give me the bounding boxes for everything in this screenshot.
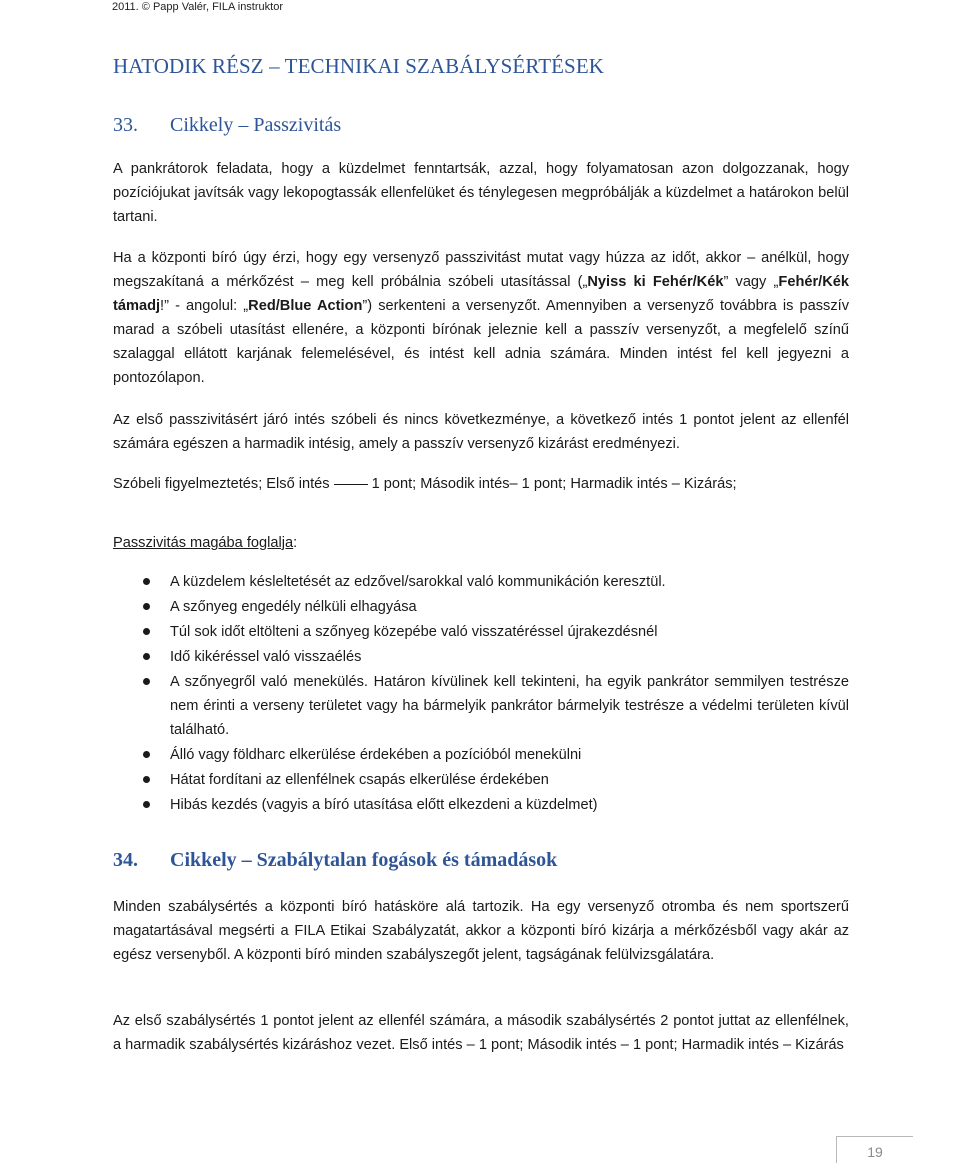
- section-34-heading: Cikkely – Szabálytalan fogások és támadások: [170, 849, 558, 871]
- header-year: 2011.: [112, 1, 139, 13]
- command-attack: Fehér/Kék támadj: [113, 274, 849, 314]
- para2-text-4: ”) serkenteni a versenyzőt. Amennyiben a versenyző továbbra is passzív marad a szóbeli utasítást ellenére, a központi bírónak jeleznie kell a passzív versenyzőt, a megfelelő színű szalaggal ellátott karjának felemelésével, és intést kell adnia számára. Minden intést fel kell jegyezni a pontozólapon.: [113, 298, 849, 386]
- section-34-paragraph-1: Minden szabálysértés a központi bíró hatásköre alá tartozik. Ha egy versenyző otromba és nem sportszerű magatartásával megsérti a FILA Etikai Szabályzatát, akkor a központi bíró kizárja a mérkőzésből vagy akár az egész versenyből. A központi bíró minden szabályszegőt jelent, tagságának felülvizsgálatára.: [113, 899, 849, 963]
- page-header: [112, 0, 283, 14]
- list-item: [113, 620, 849, 644]
- bullet-icon: [143, 628, 150, 635]
- section-33-paragraph-2: [113, 246, 849, 390]
- includes-heading-colon: :: [293, 535, 298, 551]
- list-item-text: Túl sok időt eltölteni a szőnyeg közepébe való visszatéréssel újrakezdésnél: [170, 624, 658, 640]
- list-item: [113, 743, 849, 767]
- list-item: [113, 645, 849, 669]
- warning-sequence-part-2: 1 pont; Második intés– 1 pont; Harmadik intés – Kizárás;: [371, 476, 737, 492]
- warning-sequence-part-1: Szóbeli figyelmeztetés; Első intés: [113, 476, 330, 492]
- includes-heading: [113, 531, 849, 555]
- para2-text-3: !” - angolul:: [160, 298, 244, 314]
- command-english: Red/Blue Action: [248, 298, 363, 314]
- list-item: [113, 595, 849, 619]
- list-item-text: A szőnyegről való menekülés. Határon kívülinek kell tekinteni, ha egyik pankrátor semmilyen testrésze nem érinti a verseny területet vagy ha bármelyik pankrátor bármelyik testrésze a védelmi területen kívül található.: [170, 674, 849, 738]
- list-item-text: Hátat fordítani az ellenfélnek csapás elkerülése érdekében: [170, 772, 549, 788]
- bullet-icon: [143, 653, 150, 660]
- list-item-text: Hibás kezdés (vagyis a bíró utasítása előtt elkezdeni a küzdelmet): [170, 797, 598, 813]
- list-item: [113, 768, 849, 792]
- para2-text-1: Ha a központi bíró úgy érzi, hogy egy versenyző passzivitást mutat vagy húzza az időt, akkor – anélkül, hogy megszakítaná a mérkőzést – meg kell próbálnia szóbeli utasítással (: [113, 250, 849, 290]
- bullet-icon: [143, 751, 150, 758]
- bullet-icon: [143, 776, 150, 783]
- warning-sequence: [113, 472, 849, 496]
- includes-heading-text: Passzivitás magába foglalja: [113, 535, 294, 551]
- para2-text-2: ” vagy: [723, 274, 774, 290]
- page-number: 19: [836, 1136, 913, 1163]
- list-item-text: A küzdelem késleltetését az edzővel/sarokkal való kommunikáción keresztül.: [170, 574, 666, 590]
- list-item-text: A szőnyeg engedély nélküli elhagyása: [170, 599, 417, 615]
- long-dash: [334, 484, 368, 485]
- list-item: [113, 670, 849, 742]
- list-item: [113, 793, 849, 817]
- section-33-paragraph-3: Az első passzivitásért járó intés szóbeli és nincs következménye, a következő intés 1 pontot jelent az ellenfél számára egészen a harmadik intésig, amely a passzív versenyző kizárást eredményezi.: [113, 412, 849, 452]
- list-item: [113, 570, 849, 594]
- command-open: Nyiss ki Fehér/Kék: [587, 274, 724, 290]
- list-item-text: Idő kikéréssel való visszaélés: [170, 649, 362, 665]
- list-item-text: Álló vagy földharc elkerülése érdekében a pozícióból menekülni: [170, 747, 582, 763]
- bullet-icon: [143, 578, 150, 585]
- section-33-paragraph-1: A pankrátorok feladata, hogy a küzdelmet fenntartsák, azzal, hogy folyamatosan azon dolgozzanak, hogy pozíciójukat javítsák vagy lekopogtassák ellenfelüket és ténylegesen megpróbálják a küzdelmet a határokon belül tartani.: [113, 161, 849, 225]
- section-34-number: 34.: [113, 849, 138, 871]
- section-33-heading: Cikkely – Passzivitás: [170, 114, 342, 136]
- section-33-title: [113, 114, 341, 137]
- passivity-list: [113, 570, 849, 818]
- para2-quote-2: „: [773, 274, 779, 290]
- bullet-icon: [143, 603, 150, 610]
- bullet-icon: [143, 801, 150, 808]
- section-34-title: [113, 849, 557, 872]
- para2-quote-3: „: [243, 298, 249, 314]
- bullet-icon: [143, 678, 150, 685]
- section-34-paragraph-2: Az első szabálysértés 1 pontot jelent az ellenfél számára, a második szabálysértés 2 pontot juttat az ellenfélnek, a harmadik szabálysértés kizáráshoz vezet. Első intés – 1 pont; Második intés – 1 pont; Harmadik intés – Kizárás: [113, 1013, 849, 1053]
- copyright-icon: ©: [141, 1, 150, 13]
- section-33-number: 33.: [113, 114, 138, 136]
- header-author: Papp Valér, FILA instruktor: [152, 1, 283, 13]
- para2-quote-1: „: [582, 274, 588, 290]
- main-title: HATODIK RÉSZ – TECHNIKAI SZABÁLYSÉRTÉSEK: [113, 54, 605, 78]
